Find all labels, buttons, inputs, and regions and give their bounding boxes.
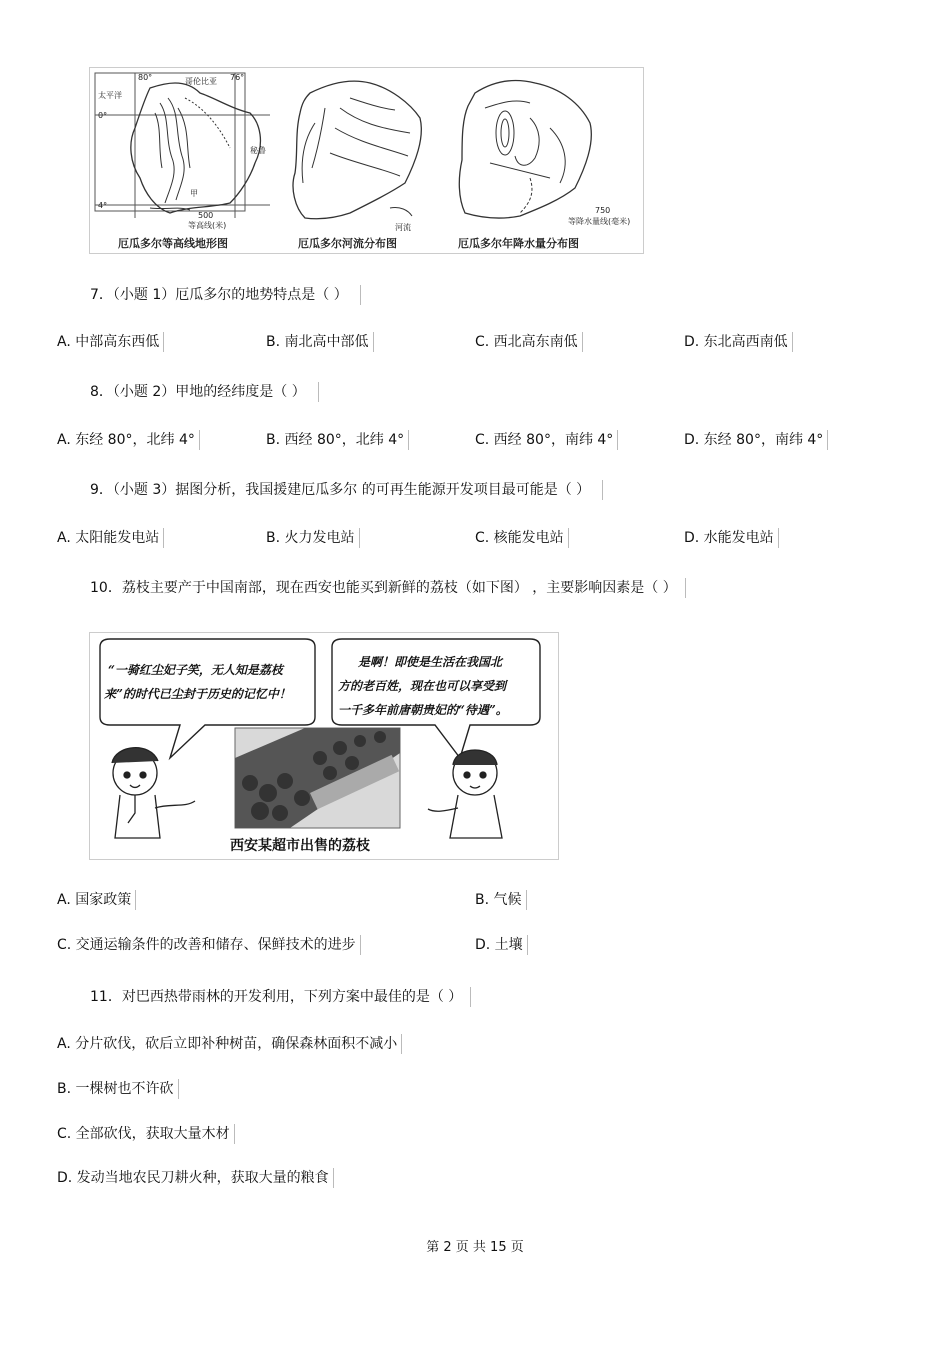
q7-option-b[interactable]: B. 南北高中部低 <box>266 332 374 352</box>
q10-option-d[interactable]: D. 土壤 <box>475 935 528 955</box>
lychee-photo <box>235 728 400 828</box>
q7-option-d[interactable]: D. 东北高西南低 <box>684 332 793 352</box>
q9-option-d[interactable]: D. 水能发电站 <box>684 528 779 548</box>
page-number: 第 2 页 共 15 页 <box>426 1240 524 1255</box>
pacific-label: 太平洋 <box>98 91 122 100</box>
river-legend-label: 河流 <box>395 223 411 232</box>
question-7 <box>90 284 361 305</box>
q11-option-a[interactable]: A. 分片砍伐，砍后立即补种树苗，确保森林面积不减小 <box>57 1034 402 1054</box>
contour500-label: 500 <box>198 211 214 220</box>
girl-illustration <box>112 748 195 838</box>
topography-labels <box>98 73 266 230</box>
question-10-stem: 10．荔枝主要产于中国南部，现在西安也能买到新鲜的荔枝（如下图） ，主要影响因素是（ ） <box>90 580 677 596</box>
jia-label: 甲 <box>190 189 198 198</box>
q8-option-b[interactable]: B. 西经 80°，北纬 4° <box>266 430 409 450</box>
q8-option-c[interactable]: C. 西经 80°，南纬 4° <box>475 430 618 450</box>
ecuador-maps-figure <box>89 67 644 254</box>
river-map <box>293 81 421 219</box>
question-8-stem: 8．（小题 2）甲地的经纬度是（ ） <box>90 384 306 400</box>
left-bubble-line-2: 来”的时代已尘封于历史的记忆中！ <box>104 687 291 701</box>
colombia-label: 哥伦比亚 <box>185 77 217 86</box>
q10-option-a[interactable]: A. 国家政策 <box>57 890 136 910</box>
question-9-stem: 9．（小题 3）据图分析，我国援建厄瓜多尔 的可再生能源开发项目最可能是（ ） <box>90 482 591 498</box>
question-11 <box>90 986 471 1007</box>
q10-option-c[interactable]: C. 交通运输条件的改善和储存、保鲜技术的进步 <box>57 935 361 955</box>
q11-option-c[interactable]: C. 全部砍伐，获取大量木材 <box>57 1124 235 1144</box>
q7-option-a[interactable]: A. 中部高东西低 <box>57 332 164 352</box>
right-bubble-line-3: 一千多年前唐朝贵妃的“待遇”。 <box>338 703 508 717</box>
precipitation-caption: 厄瓜多尔年降水量分布图 <box>458 237 579 250</box>
answer-blank[interactable] <box>677 578 686 598</box>
ecuador-maps-drawing <box>90 68 643 253</box>
q9-option-a[interactable]: A. 太阳能发电站 <box>57 528 164 548</box>
question-11-stem: 11．对巴西热带雨林的开发利用，下列方案中最佳的是（ ） <box>90 989 463 1005</box>
contour-legend-label: 等高线(米) <box>188 221 227 230</box>
q9-option-b[interactable]: B. 火力发电站 <box>266 528 360 548</box>
cartoon-caption: 西安某超市出售的荔枝 <box>230 838 370 854</box>
lychee-cartoon-figure <box>89 632 559 860</box>
q11-option-b[interactable]: B. 一棵树也不许砍 <box>57 1079 179 1099</box>
river-caption: 厄瓜多尔河流分布图 <box>298 237 397 250</box>
peru-label: 秘鲁 <box>250 146 266 155</box>
question-9 <box>90 479 603 500</box>
right-bubble-line-2: 方的老百姓，现在也可以享受到 <box>338 679 507 693</box>
rain750-label: 750 <box>595 206 611 215</box>
precipitation-map <box>459 80 591 218</box>
q7-option-c[interactable]: C. 西北高东南低 <box>475 332 583 352</box>
lat0-label: 0° <box>98 111 108 120</box>
question-8 <box>90 381 319 402</box>
answer-blank[interactable] <box>462 987 471 1007</box>
topography-caption: 厄瓜多尔等高线地形图 <box>118 237 228 250</box>
left-bubble-line-1: “一骑红尘妃子笑，无人知是荔枝 <box>108 663 283 677</box>
answer-blank[interactable] <box>590 480 603 500</box>
q8-option-a[interactable]: A. 东经 80°，北纬 4° <box>57 430 200 450</box>
boy-illustration <box>428 750 502 838</box>
q10-option-b[interactable]: B. 气候 <box>475 890 527 910</box>
rain-legend-label: 等降水量线(毫米) <box>568 217 631 226</box>
q9-option-c[interactable]: C. 核能发电站 <box>475 528 569 548</box>
right-bubble-line-1: 是啊！即使是生活在我国北 <box>358 655 503 669</box>
lon76-label: 76° <box>230 73 245 82</box>
q11-option-d[interactable]: D. 发动当地农民刀耕火种，获取大量的粮食 <box>57 1168 334 1188</box>
q8-option-d[interactable]: D. 东经 80°，南纬 4° <box>684 430 828 450</box>
lat4-label: 4° <box>98 201 108 210</box>
question-10 <box>90 577 686 598</box>
lon80-label: 80° <box>138 73 153 82</box>
question-7-stem: 7．（小题 1）厄瓜多尔的地势特点是（ ） <box>90 287 348 303</box>
answer-blank[interactable] <box>348 285 361 305</box>
answer-blank[interactable] <box>306 382 319 402</box>
